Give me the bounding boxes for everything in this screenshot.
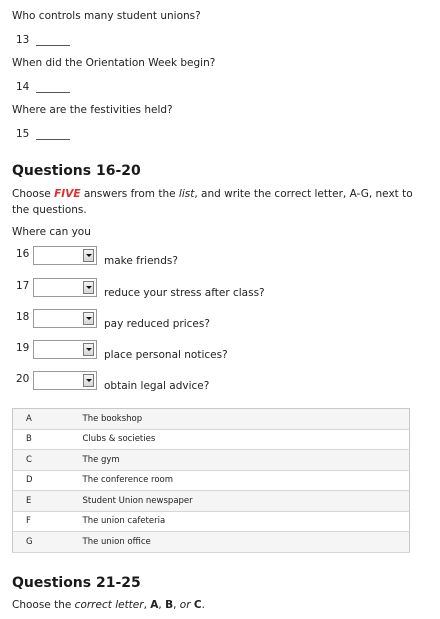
question-16-number: 16 (16, 248, 30, 260)
option-text: The conference room (83, 470, 410, 491)
chevron-down-icon[interactable] (83, 374, 94, 387)
question-13-blank[interactable] (36, 36, 70, 46)
question-13-number: 13 (16, 34, 30, 46)
question-20-label: obtain legal advice? (104, 380, 210, 392)
option-text: The union office (83, 532, 410, 553)
option-letter: C (13, 450, 83, 471)
question-19-number: 19 (16, 342, 30, 354)
instruction-text: . (201, 599, 205, 611)
option-letter: F (13, 511, 83, 532)
instruction-text: , (143, 599, 151, 611)
question-15-prompt: Where are the festivities held? (12, 104, 173, 116)
question-16-select[interactable] (33, 246, 97, 265)
questions-21-25-instruction (12, 597, 422, 613)
option-text: The bookshop (83, 409, 410, 430)
question-17-select[interactable] (33, 278, 97, 297)
questions-16-20-instruction (12, 186, 422, 218)
option-letter: A (13, 409, 83, 430)
instruction-or: or (179, 599, 191, 611)
instruction-five-emphasis: FIVE (54, 188, 81, 200)
option-text: The union cafeteria (83, 511, 410, 532)
instruction-letter-b: B (165, 599, 174, 611)
question-15-answer[interactable] (16, 128, 70, 140)
question-20-number: 20 (16, 373, 30, 385)
question-20-select[interactable] (33, 371, 97, 390)
table-row (13, 409, 410, 430)
instruction-text: , (158, 599, 166, 611)
question-18-label: pay reduced prices? (104, 318, 210, 330)
question-14-blank[interactable] (36, 83, 70, 93)
question-16-label: make friends? (104, 255, 178, 267)
option-letter: G (13, 532, 83, 553)
option-text: Student Union newspaper (83, 491, 410, 512)
question-19-label: place personal notices? (104, 349, 228, 361)
option-letter: B (13, 429, 83, 450)
option-letter: D (13, 470, 83, 491)
option-text: The gym (83, 450, 410, 471)
question-19-select[interactable] (33, 340, 97, 359)
table-row (13, 532, 410, 553)
instruction-text: Choose (12, 188, 55, 200)
table-row (13, 429, 410, 450)
question-13-prompt: Who controls many student unions? (12, 10, 201, 22)
questions-16-20-heading: Questions 16-20 (12, 163, 141, 179)
table-row (13, 450, 410, 471)
instruction-text: , and write the correct letter, A-G, next to the questions. (12, 188, 413, 216)
options-table (12, 408, 410, 553)
instruction-letter-c: C (193, 599, 202, 611)
chevron-down-icon[interactable] (83, 343, 94, 356)
question-15-number: 15 (16, 128, 30, 140)
instruction-text: , (173, 599, 180, 611)
table-row (13, 491, 410, 512)
instruction-letter-a: A (150, 599, 159, 611)
question-14-number: 14 (16, 81, 30, 93)
question-14-answer[interactable] (16, 81, 70, 93)
option-letter: E (13, 491, 83, 512)
question-17-number: 17 (16, 280, 30, 292)
table-row (13, 470, 410, 491)
instruction-correct-letter: correct letter (74, 599, 144, 611)
question-13-answer[interactable] (16, 34, 70, 46)
chevron-down-icon[interactable] (83, 249, 94, 262)
questions-21-25-heading: Questions 21-25 (12, 575, 141, 591)
chevron-down-icon[interactable] (83, 312, 94, 325)
question-18-select[interactable] (33, 309, 97, 328)
questions-16-20-lead: Where can you (12, 226, 91, 238)
question-14-prompt: When did the Orientation Week begin? (12, 57, 216, 69)
instruction-text: Choose the (12, 599, 75, 611)
option-text: Clubs & societies (83, 429, 410, 450)
table-row (13, 511, 410, 532)
chevron-down-icon[interactable] (83, 281, 94, 294)
question-18-number: 18 (16, 311, 30, 323)
question-17-label: reduce your stress after class? (104, 287, 265, 299)
question-15-blank[interactable] (36, 130, 70, 140)
instruction-list-word: list (178, 188, 195, 200)
instruction-text: answers from the (80, 188, 179, 200)
